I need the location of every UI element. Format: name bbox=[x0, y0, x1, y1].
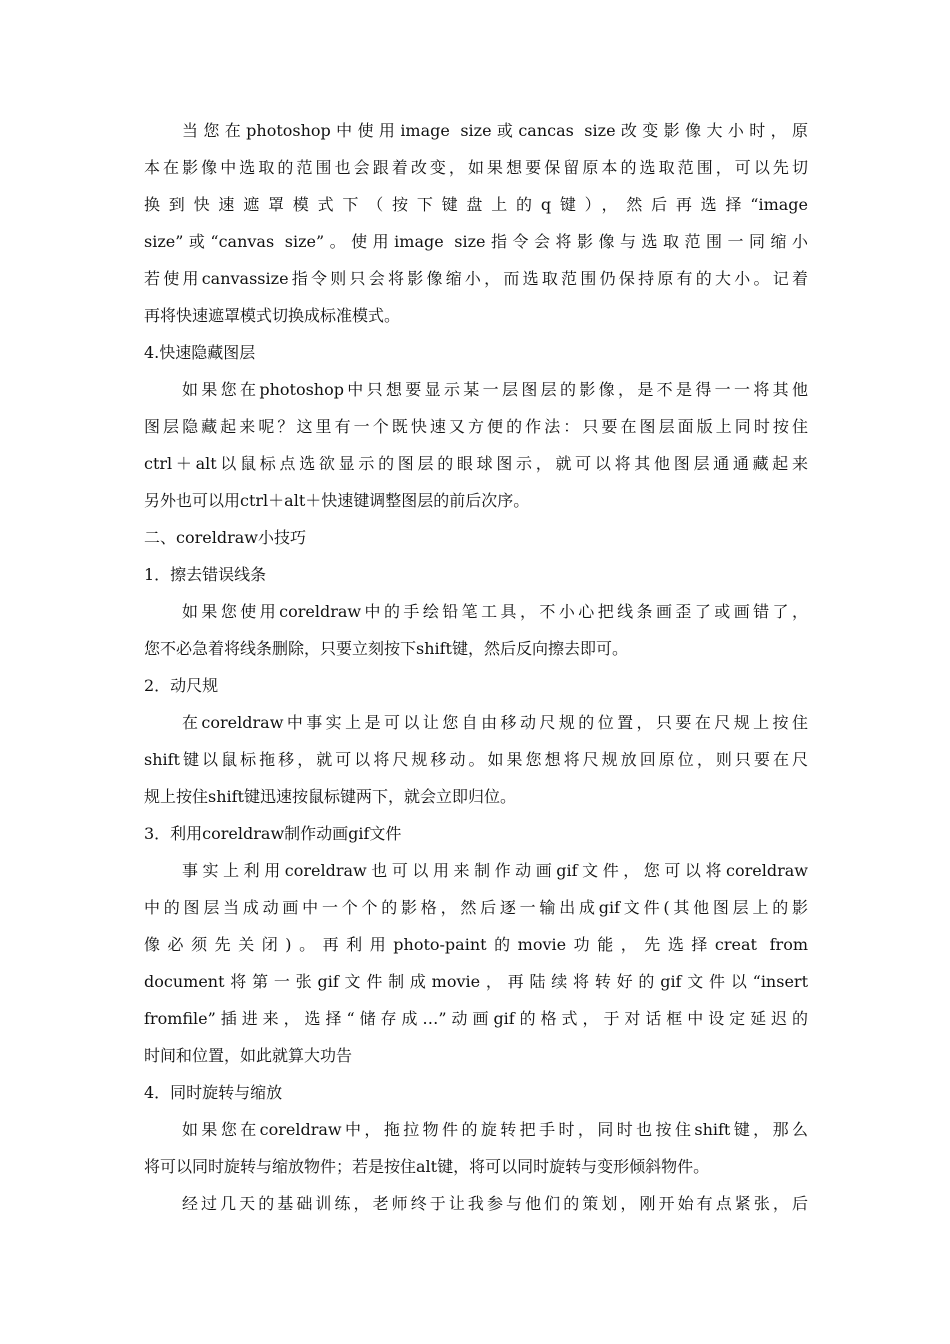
paragraph-line: 事实上利用coreldraw也可以用来制作动画gif文件，您可以将coreldraw bbox=[182, 861, 808, 880]
paragraph-line: ctrl＋alt以鼠标点选欲显示的图层的眼球图示，就可以将其他图层通通藏起来 bbox=[144, 454, 808, 473]
document-body bbox=[144, 112, 808, 1222]
paragraph-line: 您不必急着将线条删除，只要立刻按下shift键，然后反向擦去即可。 bbox=[144, 639, 628, 658]
section-heading: 3．利用coreldraw制作动画gif文件 bbox=[144, 824, 402, 843]
section-heading: 2．动尺规 bbox=[144, 676, 219, 695]
paragraph-line: size”或“canvas size”。使用image size指令会将影像与选取范围一同缩小 bbox=[144, 232, 808, 251]
paragraph-line: 如果您在coreldraw中，拖拉物件的旋转把手时，同时也按住shift键，那么 bbox=[182, 1120, 808, 1139]
paragraph-line: fromfile”插进来，选择“储存成…”动画gif的格式，于对话框中设定延迟的 bbox=[144, 1009, 808, 1028]
paragraph-line: 图层隐藏起来呢？这里有一个既快速又方便的作法：只要在图层面版上同时按住 bbox=[144, 417, 808, 436]
paragraph-line: 规上按住shift键迅速按鼠标键两下，就会立即归位。 bbox=[144, 787, 516, 806]
paragraph-line: document将第一张gif文件制成movie，再陆续将转好的gif文件以“insert bbox=[144, 972, 808, 991]
paragraph-line: 若使用canvassize指令则只会将影像缩小，而选取范围仍保持原有的大小。记着 bbox=[144, 269, 808, 288]
paragraph-line: 如果您在photoshop中只想要显示某一层图层的影像，是不是得一一将其他 bbox=[182, 380, 808, 399]
paragraph-line: 像必须先关闭)。再利用photo-paint的movie功能，先选择creat from bbox=[144, 935, 808, 954]
section-heading: 4．同时旋转与缩放 bbox=[144, 1083, 283, 1102]
paragraph-line: 换到快速遮罩模式下（按下键盘上的q键），然后再选择“image bbox=[144, 195, 808, 214]
chapter-heading: 二、coreldraw小技巧 bbox=[144, 528, 306, 547]
paragraph-line: 经过几天的基础训练，老师终于让我参与他们的策划，刚开始有点紧张，后 bbox=[182, 1194, 808, 1213]
paragraph-line: 当您在photoshop中使用image size或cancas size改变影像大小时，原 bbox=[182, 121, 808, 140]
paragraph-line: 中的图层当成动画中一个个的影格，然后逐一输出成gif文件(其他图层上的影 bbox=[144, 898, 808, 917]
paragraph-line: 将可以同时旋转与缩放物件；若是按住alt键，将可以同时旋转与变形倾斜物件。 bbox=[144, 1157, 710, 1176]
paragraph-line: 时间和位置，如此就算大功告 bbox=[144, 1046, 353, 1065]
section-heading: 4.快速隐藏图层 bbox=[144, 343, 256, 362]
paragraph-line: 在coreldraw中事实上是可以让您自由移动尺规的位置，只要在尺规上按住 bbox=[182, 713, 808, 732]
paragraph-line: 再将快速遮罩模式切换成标准模式。 bbox=[144, 306, 401, 325]
paragraph-line: 如果您使用coreldraw中的手绘铅笔工具，不小心把线条画歪了或画错了， bbox=[182, 602, 808, 621]
paragraph-line: 本在影像中选取的范围也会跟着改变，如果想要保留原本的选取范围，可以先切 bbox=[144, 158, 808, 177]
paragraph-line: 另外也可以用ctrl＋alt＋快速键调整图层的前后次序。 bbox=[144, 491, 530, 510]
section-heading: 1．擦去错误线条 bbox=[144, 565, 267, 584]
paragraph-line: shift键以鼠标拖移，就可以将尺规移动。如果您想将尺规放回原位，则只要在尺 bbox=[144, 750, 808, 769]
